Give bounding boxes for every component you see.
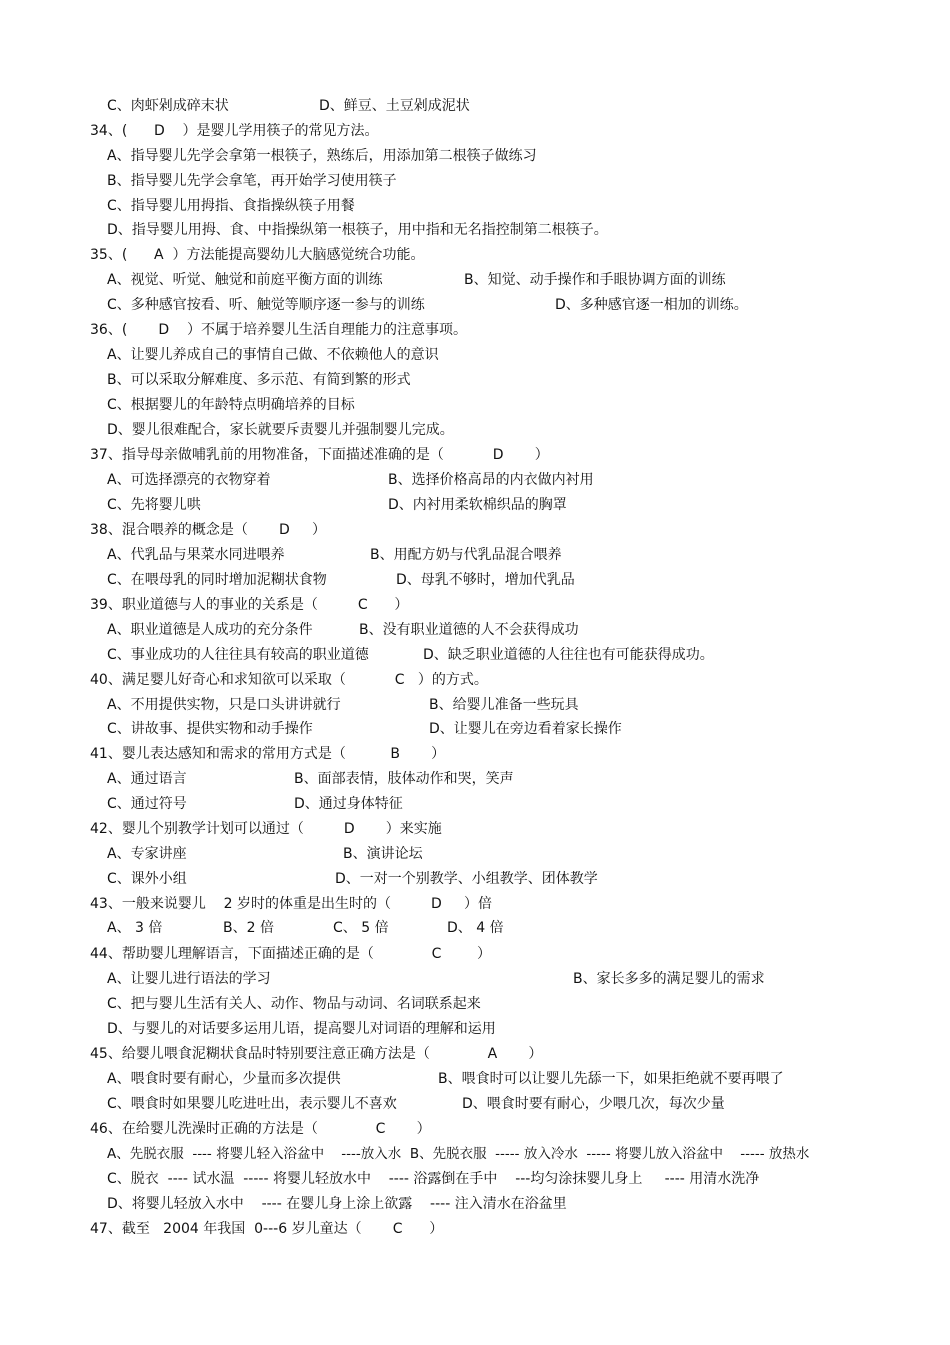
q34-option-c: C、指导婴儿用拇指、食指操纵筷子用餐 — [107, 198, 355, 214]
option-b: B、面部表情，肢体动作和哭，笑声 — [294, 771, 514, 787]
option-d: D、通过身体特征 — [294, 796, 403, 812]
question-34: 34、( D ）是婴儿学用筷子的常见方法。 — [90, 123, 379, 139]
option-c: C、先将婴儿哄 — [107, 497, 201, 513]
question-43: 43、一般来说婴儿 2 岁时的体重是出生时的（ D ）倍 — [90, 896, 493, 912]
option-b: B、喂食时可以让婴儿先舔一下，如果拒绝就不要再喂了 — [438, 1071, 784, 1087]
option-d: D、一对一个别教学、小组教学、团体教学 — [335, 871, 598, 887]
option-a: A、专家讲座 — [107, 846, 187, 862]
question-46: 46、在给婴儿洗澡时正确的方法是（ C ） — [90, 1121, 431, 1137]
option-a: A、让婴儿进行语法的学习 — [107, 971, 271, 987]
q36-option-b: B、可以采取分解难度、多示范、有简到繁的形式 — [107, 372, 411, 388]
option-d: D、多种感官逐一相加的训练。 — [555, 297, 748, 313]
option-c: C、课外小组 — [107, 871, 187, 887]
q39-options-cd — [107, 646, 714, 664]
q33-options-cd — [107, 97, 470, 115]
option-c: C、喂食时如果婴儿吃进吐出，表示婴儿不喜欢 — [107, 1096, 397, 1112]
option-a: A、喂食时要有耐心，少量而多次提供 — [107, 1071, 341, 1087]
option-b: B、知觉、动手操作和手眼协调方面的训练 — [464, 272, 726, 288]
question-47: 47、截至 2004 年我国 0---6 岁儿童达（ C ） — [90, 1221, 444, 1237]
option-c: C、事业成功的人往往具有较高的职业道德 — [107, 647, 369, 663]
option-c: C、讲故事、提供实物和动手操作 — [107, 721, 313, 737]
q40-options-cd — [107, 720, 622, 738]
question-40: 40、满足婴儿好奇心和求知欲可以采取（ C ）的方式。 — [90, 672, 488, 688]
option-d: D、喂食时要有耐心，少喂几次，每次少量 — [462, 1096, 725, 1112]
q34-option-d: D、指导婴儿用拇、食、中指操纵第一根筷子，用中指和无名指控制第二根筷子。 — [107, 222, 608, 238]
option-a: A、代乳品与果菜水同进喂养 — [107, 547, 285, 563]
option-b: B、选择价格高昂的内衣做内衬用 — [388, 472, 594, 488]
option-d: D、让婴儿在旁边看着家长操作 — [429, 721, 622, 737]
q44-options-ab — [107, 970, 765, 988]
q38-options-ab — [107, 546, 562, 564]
q36-option-c: C、根据婴儿的年龄特点明确培养的目标 — [107, 397, 355, 413]
option-d: D、母乳不够时，增加代乳品 — [396, 572, 575, 588]
option-d: D、 4 倍 — [447, 920, 504, 936]
option-b: B、演讲论坛 — [343, 846, 423, 862]
option-c: C、 5 倍 — [333, 920, 389, 936]
option-c: C、在喂母乳的同时增加泥糊状食物 — [107, 572, 327, 588]
q40-options-ab — [107, 696, 579, 714]
q37-options-cd — [107, 496, 567, 514]
q42-options-ab — [107, 845, 423, 863]
q36-option-a: A、让婴儿养成自己的事情自己做、不依赖他人的意识 — [107, 347, 439, 363]
option-a: A、视觉、听觉、触觉和前庭平衡方面的训练 — [107, 272, 383, 288]
q34-option-a: A、指导婴儿先学会拿第一根筷子，熟练后，用添加第二根筷子做练习 — [107, 148, 537, 164]
q43-options — [107, 919, 504, 937]
option-c: C、肉虾剁成碎末状 — [107, 98, 229, 114]
option-a: A、 3 倍 — [107, 920, 163, 936]
question-41: 41、婴儿表达感知和需求的常用方式是（ B ） — [90, 746, 446, 762]
option-a: A、通过语言 — [107, 771, 187, 787]
q41-options-cd — [107, 795, 403, 813]
question-44: 44、帮助婴儿理解语言，下面描述正确的是（ C ） — [90, 946, 492, 962]
q42-options-cd — [107, 870, 598, 888]
question-36: 36、( D ）不属于培养婴儿生活自理能力的注意事项。 — [90, 322, 468, 338]
q41-options-ab — [107, 770, 514, 788]
q44-option-d: D、与婴儿的对话要多运用儿语，提高婴儿对词语的理解和运用 — [107, 1021, 496, 1037]
option-d: D、鲜豆、土豆剁成泥状 — [319, 98, 470, 114]
q36-option-d: D、婴儿很难配合，家长就要斥责婴儿并强制婴儿完成。 — [107, 422, 454, 438]
q46-option-c: C、脱衣 ---- 试水温 ----- 将婴儿轻放水中 ---- 浴露倒在手中 ---均匀涂抹婴儿身上 ---- 用清水洗净 — [107, 1171, 760, 1187]
q39-options-ab — [107, 621, 579, 639]
option-a: A、可选择漂亮的衣物穿着 — [107, 472, 271, 488]
option-b: B、给婴儿准备一些玩具 — [429, 697, 579, 713]
q45-options-cd — [107, 1095, 725, 1113]
option-b: B、2 倍 — [223, 920, 274, 936]
q46-options-ab: A、先脱衣服 ---- 将婴儿轻入浴盆中 ----放入水 B、先脱衣服 ----- 放入冷水 ----- 将婴儿放入浴盆中 ----- 放热水 — [107, 1146, 810, 1162]
option-d: D、缺乏职业道德的人往往也有可能获得成功。 — [423, 647, 714, 663]
option-c: C、通过符号 — [107, 796, 187, 812]
option-b: B、家长多多的满足婴儿的需求 — [573, 971, 765, 987]
q45-options-ab — [107, 1070, 784, 1088]
q35-options-ab — [107, 271, 726, 289]
option-a: A、不用提供实物，只是口头讲讲就行 — [107, 697, 341, 713]
option-b: B、用配方奶与代乳品混合喂养 — [370, 547, 562, 563]
option-d: D、内衬用柔软棉织品的胸罩 — [388, 497, 567, 513]
option-a: A、职业道德是人成功的充分条件 — [107, 622, 313, 638]
q46-option-d: D、将婴儿轻放入水中 ---- 在婴儿身上涂上欲露 ---- 注入清水在浴盆里 — [107, 1196, 567, 1212]
question-38: 38、混合喂养的概念是（ D ） — [90, 522, 326, 538]
option-c: C、多种感官按看、听、触觉等顺序逐一参与的训练 — [107, 297, 425, 313]
q44-option-c: C、把与婴儿生活有关人、动作、物品与动词、名词联系起来 — [107, 996, 481, 1012]
question-35: 35、( A ）方法能提高婴幼儿大脑感觉统合功能。 — [90, 247, 425, 263]
question-45: 45、给婴儿喂食泥糊状食品时特别要注意正确方法是（ A ） — [90, 1046, 543, 1062]
q34-option-b: B、指导婴儿先学会拿笔，再开始学习使用筷子 — [107, 173, 397, 189]
q38-options-cd — [107, 571, 575, 589]
question-37: 37、指导母亲做哺乳前的用物准备，下面描述准确的是（ D ） — [90, 447, 549, 463]
option-b: B、没有职业道德的人不会获得成功 — [359, 622, 579, 638]
question-42: 42、婴儿个别教学计划可以通过（ D ）来实施 — [90, 821, 442, 837]
q37-options-ab — [107, 471, 594, 489]
question-39: 39、职业道德与人的事业的关系是（ C ） — [90, 597, 409, 613]
q35-options-cd — [107, 296, 748, 314]
